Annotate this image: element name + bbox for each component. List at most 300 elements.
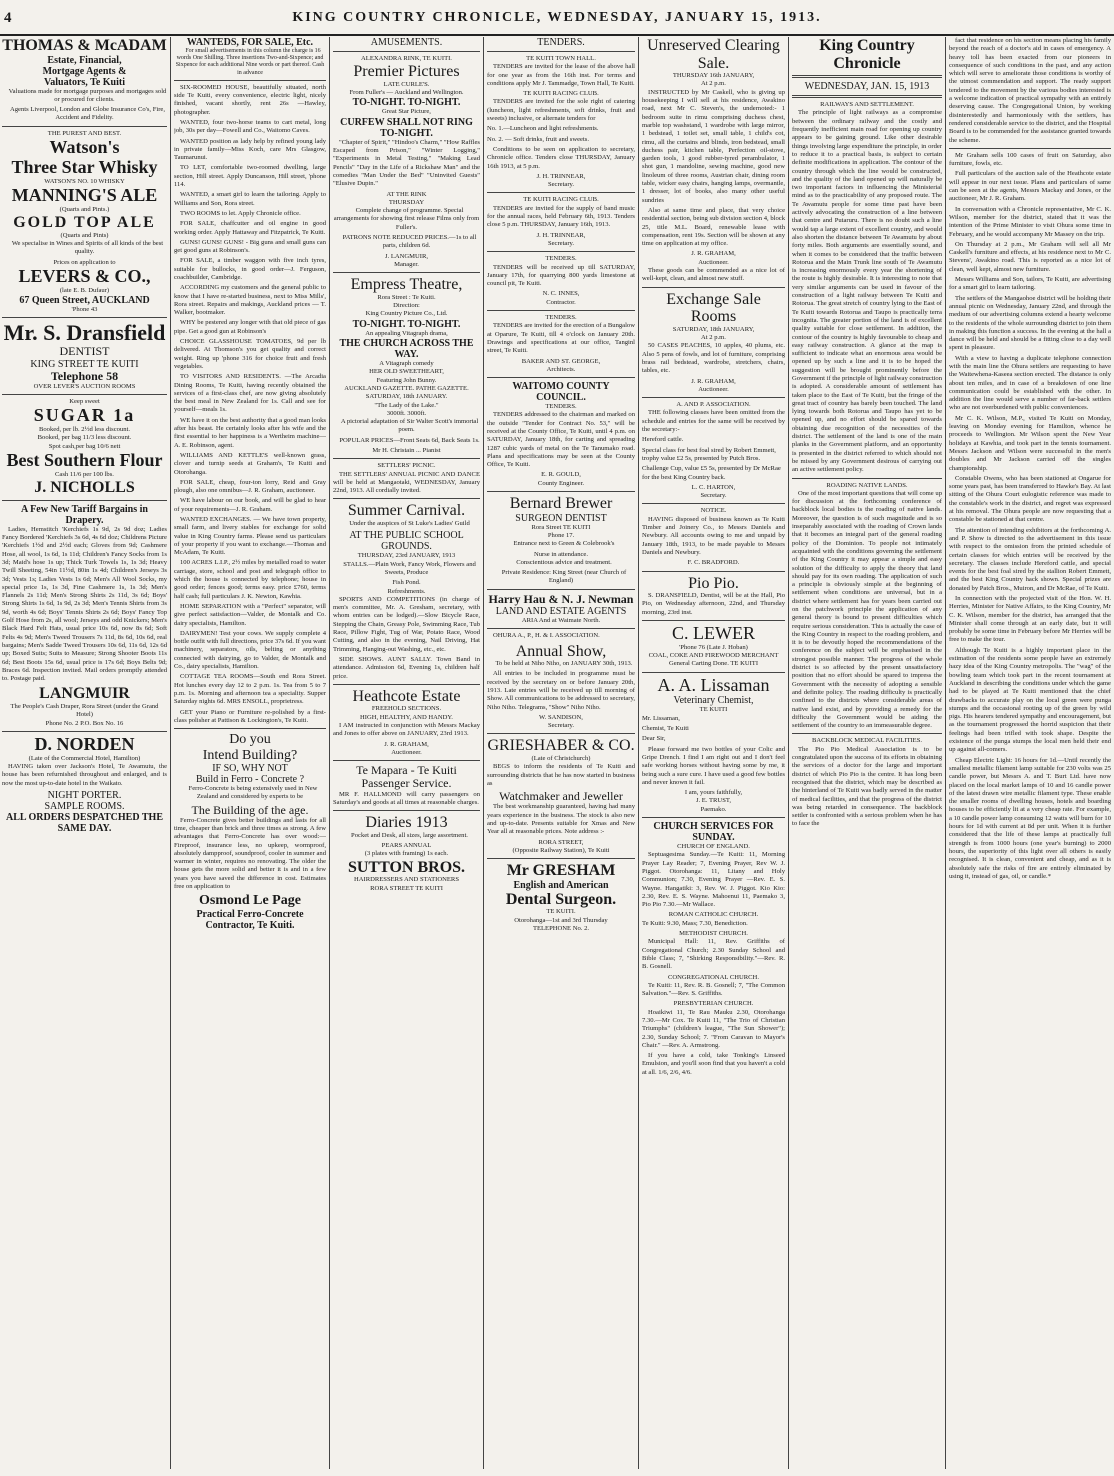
heading: J. R. GRAHAM,	[384, 740, 429, 748]
heading: Architects.	[546, 365, 576, 373]
heading: Veterinary Chemist,	[673, 695, 754, 707]
paragraph: No. 1.—Luncheon and light refreshments.	[487, 125, 599, 133]
paragraph: GUNS! GUNS! GUNS! - Big guns and small guns can get good guns at Robinson's.	[174, 238, 326, 255]
heading: GRIESHABER & CO.	[487, 737, 635, 755]
divider	[2, 500, 167, 501]
divider	[487, 589, 635, 590]
divider	[333, 810, 480, 811]
divider	[487, 51, 635, 52]
paragraph: Under the auspices of St Luke's Ladies' Guild	[349, 520, 470, 528]
heading: Exchange Sale Rooms	[666, 290, 761, 326]
paragraph: Te Kuiti: 11, Rev. R. B. Gosnell; 7, "The Common Salvation."—Rev. S. Griffiths.	[642, 981, 785, 998]
paragraph: TO LET, comfortable two-roomed dwelling, large section, Hill street. Apply Duncanson, Hill street, 'phone 114.	[174, 164, 326, 189]
paragraph: SPORTS AND COMPETITIONS (in charge of men's committee, Mr. A. Gresham, secretary, with whom entries can be lodged).—Slow Bicycle Race, Stepping the Chain, Greasy Pole, Swimming Race, Tub Race, Pillow Fight, Tug of War, Potato Race, Wood Cutting, and also in the evening, Nail Driving, Hat Trimming, Hanging-out Washing, etc., etc.	[333, 595, 480, 653]
paragraph: THE SETTLERS' ANNUAL PICNIC AND DANCE will be held at Mangaotaki, WEDNESDAY, January 22nd, 1913. All cordially invited.	[333, 470, 480, 495]
heading: THURSDAY	[388, 198, 425, 206]
paragraph: To be held at Niho Niho, on JANUARY 30th, 1913.	[495, 660, 633, 668]
heading: SAMPLE ROOMS.	[44, 800, 125, 812]
heading: Secretary.	[547, 722, 575, 730]
heading: Secretary.	[547, 239, 575, 247]
divider	[333, 760, 480, 761]
heading: OVER LEVER'S AUCTION ROOMS	[33, 382, 136, 390]
paragraph: Valuations made for mortgage purposes and mortgages sold or procured for clients.	[8, 87, 167, 103]
heading: Osmond Le Page	[199, 893, 301, 909]
divider	[642, 620, 785, 621]
paragraph: S. DRANSFIELD, Dentist, will be at the Hall, Pio Pio, on Wednesday afternoon, 22nd, and Thursday morning, 23rd inst.	[642, 592, 785, 616]
paragraph: The best workmanship guaranteed, having had many years experience in the business. The stock is also new and up-to-date. Presents suitable for Xmas and New Year all at reasonable prices. Note address :-	[487, 803, 635, 836]
divider	[487, 251, 635, 252]
heading: (Late of the Commercial Hotel, Hamilton)	[28, 754, 141, 762]
heading: WAITOMO COUNTY COUNCIL.	[512, 381, 610, 404]
heading: Spot cash,per bag 10/6 nett	[48, 442, 121, 450]
divider	[2, 731, 167, 732]
paragraph: Although Te Kuiti is a highly important place in the estimation of the residents some people have an extremely hazy idea of the King Country metropolis. The "wag" of the bowling team which took part in the recent tournament at Auckland in describing the conditions under which the game had to be played at Te Kuiti mentioned that the chief drawbacks to accurate play on the local green were punga stumps and the occasional rooting up of the green by wild pigs. His hearers tendered sympathy and encouragement, but as the tournament progressed the horrid suspicion that their feelings had been trifled with took shape. Despite the existence of the punga stumps the local men held their end up against all-comers.	[949, 646, 1111, 754]
heading: Practical Ferro-Concrete Contractor, Te Kuiti.	[196, 908, 304, 931]
paragraph: TENDERS are invited for the supply of band music for the annual races, held February 6th, 1913. Tenders close 5 p.m. THURSDAY, January 16th, 1913.	[487, 204, 635, 229]
heading: A Vitagraph comedy	[379, 360, 434, 368]
heading: Secretary.	[547, 181, 575, 189]
divider	[642, 503, 785, 504]
heading: ROMAN CATHOLIC CHURCH.	[668, 911, 759, 919]
heading: (Quarts and Pints.)	[59, 205, 110, 213]
column-6	[792, 37, 942, 1471]
heading: Rora Street TE KUITI	[531, 523, 591, 531]
paragraph: Ladies, Hemstitch 'Kerchiefs 1s 9d, 2s 9d doz; Ladies Fancy Bordered 'Kerchiefs 3s 6d, 4s 6d doz; Childrens Picture 'Kerchiefs 1½d and 2½d each; Gloves from 9d; Cashmere Hose, all wool, 1s 6d, 1s 11d; Children's Fancy Socks from 1s 3d; Maid's hose 1s up; Thick Turk Towels 1s, 1s 3d; Heavy Twill Sheeting, 54in 11½d, 80in 1s 4d; Children's Jerseys 3s 3d; Vests 1s; Ladies Vests 1s 6d; Men's All Wool Socks, my special price 1s, 1s 3d, Fine Cashmere 1s, 1s 3d; Men's Flannels 2s 11d; Men's Strong Shirts 2s 11d, 3s 6d; Boys' Strong Shirts 1s 6d, 1s 9d, 2s 3d; Men's Tennis Shirts from 3s 9d, worth 4s 6d; Boys' Tennis Shirts 2s 6d; Boys' Fancy Top Golf Hose from 2s, all wool; Jerseys and odd Knickers; Men's Black Hard Felt Hats, usual price 10s 6d, now 8s 6d; Soft Felts 4s 9d; Men's Tweed Trousers 7s 11d, 8s 6d, 10s 6d, real bargains; Men's Sadde Tweed Trousers 10s 6d, 11s 6d, 12s 6d up; Boxed Suits; Suits to Measure; Strong Shooter Boots 11s 6d; Best Boots 15s 6d, usual price is 17s 6d; Boys Belts 9d; Braces 6d. Inspection invited. Mail orders promptly attended to. Postage paid.	[2, 525, 167, 683]
divider	[642, 817, 785, 818]
heading: WANTEDS, FOR SALE, Etc.	[186, 37, 314, 48]
heading: J. R. GRAHAM,	[691, 250, 736, 258]
heading: Manager.	[394, 260, 419, 268]
heading: Heathcote Estate	[352, 687, 461, 705]
heading: NOTICE.	[700, 507, 727, 515]
heading: English and American	[513, 879, 609, 891]
heading: King Country Picture Co., Ltd.	[365, 310, 448, 318]
paragraph: POPULAR PRICES—Front Seats 6d, Back Seats 1s.	[339, 436, 480, 444]
column-4	[487, 37, 635, 1471]
divider	[949, 148, 1111, 149]
paragraph: HAVING taken over Jackson's Hotel, Te Awamutu, the house has been refurnished throughout and enlarged, and is now the most up-to-date hotel in the Waikato.	[2, 762, 167, 787]
paragraph: WE have it on the best authority that a good man looks after his beast. He certainly looks after his wife and the first essential to her happiness is a Wertheim machine—A. E. Robinson, agent.	[174, 416, 326, 449]
heading: 'Phone 43	[71, 305, 98, 313]
heading: TE KUITI.	[546, 908, 576, 916]
divider	[642, 287, 785, 288]
heading: BAKER AND ST. GEORGE,	[521, 357, 601, 365]
heading: Paemako.	[700, 805, 727, 813]
heading: (late E. B. Dufaur)	[59, 286, 110, 294]
heading: CONGREGATIONAL CHURCH.	[668, 973, 759, 981]
column-rule	[638, 37, 639, 1469]
paragraph: BEGS to inform the residents of Te Kuiti and surrounding districts that he has now started in business as	[487, 763, 635, 787]
heading: Prices on application to	[53, 258, 116, 266]
paragraph: DAIRYMEN! Test your cows. We supply complete 4 bottle outfit with full directions, price 37s 6d. If you want machinery, separators, oils, belting or anything connected with dairying, go to Valder, de Montalk and Co., dairy specialists, Hamilton.	[174, 629, 326, 671]
heading: Harry Hau & N. J. Newman	[488, 591, 634, 606]
paragraph: The settlers of the Mangaohoe district will be holding their annual picnic on Wednesday, January 22nd, and through the medium of our advertising columns extend a hearty welcome to the residents of the whole surrounding district to join them in making this function a success. In the evening at the hall a dance will be held and should be a fitting close to a day well spent in pleasure.	[949, 294, 1111, 352]
divider	[642, 571, 785, 572]
heading: Otorohanga—1st and 3rd Thursday	[514, 916, 608, 924]
heading: AT THE PUBLIC SCHOOL GROUNDS.	[349, 530, 464, 553]
paragraph: Chemist, Te Kuiti	[642, 725, 689, 733]
paragraph: Municipal Hall: 11, Rev. Griffiths of Congregational Church; 2.30 Sunday School and Bible Class; 7, "Shirking Responsibility."—Rev. R. B. Gosnell.	[642, 938, 785, 971]
heading: SURGEON DENTIST	[515, 512, 607, 524]
divider	[487, 192, 635, 193]
column-rule	[483, 37, 484, 1469]
divider	[174, 80, 326, 81]
paragraph: One of the most important questions that will come up for discussion at the forthcoming conference of backblock local bodies is the roading of native lands. Moreover, the question is of such magnitude and is so inseparably associated with the roading of Crown lands that it becomes an integral part of the general roading policy of the Dominion. To people not intimately acquainted with the conditions governing the settlement of the King Country it may appear a simple and easy solution of the difficulty to apply the theory that land should pay for its own roading. The application of such a principle is obviously simple at the beginning of settlement when conditions are universal, but in a district where settlement has for years been carried out on the patchwork principle the application of any general theory is bound to present difficulties which require serious consideration. This is actually the case of the King Country in respect to the roading problem, and it is to be devoutly hoped the recommendations of the conference on the subject will be emphasised in the strongest possible manner. The progress of the whole district is so affected by the present unsatisfactory position that no effort should be spared to impress the Government with the necessity of adopting a sensible and definite policy. The roading difficulty is practically confined to the districts where considerable areas of native land exist, and by providing a remedy for the difficulty the Government would be aiding the settlement of the country to an immeasurable degree.	[792, 489, 942, 730]
paragraph: TWO ROOMS to let. Apply Chronicle office.	[180, 209, 301, 217]
divider	[333, 458, 480, 459]
paragraph: The Pio Pio Medical Association is to be congratulated upon the success of its efforts in obtaining the services of a doctor for the large and important district of which Pio Pio is the centre. It has long been recognised that the district, which may be described as the hinterland of Te Kuiti was badly served in the matter of medical facilities, and that the progress of the district was being retarded in consequence. The backblock settler is confronted with a serious problem when he has to face the	[792, 745, 942, 828]
heading: Estate, Financial,	[47, 54, 122, 66]
heading: Watchmaker and Jeweller	[499, 789, 623, 804]
column-rule	[945, 37, 946, 1469]
heading: J. R. GRAHAM,	[691, 377, 736, 385]
divider	[2, 394, 167, 395]
heading: Annual Show,	[515, 642, 607, 660]
heading: (Opposite Railway Station), Te Kuiti	[512, 846, 610, 854]
divider	[792, 478, 942, 479]
paragraph: WHY be pestered any longer with that old piece of gas pipe. Get a good gun at Robinson's	[174, 319, 326, 335]
heading: N. C. INNES,	[542, 290, 580, 298]
divider	[642, 397, 785, 398]
heading: TE KUITI RACING CLUB.	[523, 196, 599, 204]
heading: J. H. TRINNEAR,	[536, 231, 586, 239]
paragraph: Private Residence: King Street (near Church of England)	[501, 569, 627, 585]
heading: SUGAR 1a	[33, 405, 136, 426]
paragraph: SIDE SHOWS. AUNT SALLY. Town Band in attendance. Admission 6d, Evening 1s, children half price.	[333, 655, 480, 680]
paragraph: 50 CASES PEACHES, 10 apples, 40 plums, etc. Also 5 pens of fowls, and lot of furniture, comprising brass rail bedstead, wardrobe, stretchers, chairs, tables, etc.	[642, 342, 785, 375]
divider	[487, 491, 635, 492]
heading: COAL, COKE AND FIREWOOD MERCHANT	[648, 652, 779, 660]
heading: King Country Chronicle	[819, 37, 915, 72]
divider	[487, 733, 635, 734]
paragraph: WANTED, a smart girl to learn the tailoring. Apply to Williams and Son, Rora street.	[174, 191, 326, 207]
heading: TENDERS.	[537, 37, 585, 48]
paragraph: Also at same time and place, that very choice residential section, being sub division section 4, block 25, title M.L. Board, renewable lease with compensation, rent 19s. Section will be shown at any time on application at my office.	[642, 206, 785, 248]
heading: THOMAS & McADAM	[2, 37, 167, 54]
heading: THE PUREST AND BEST.	[47, 129, 122, 137]
paragraph: I AM instructed in conjunction with Messrs Mackay and Jones to offer above on JANUARY, 23rd 1913.	[333, 722, 480, 738]
paragraph: WANTED EXCHANGES. — We have town property, small farm, and livery stables for exchange for solid value in King Country farms. Please send us particulars of your property if you want to exchange.—Thomas and McAdam, Te Kuiti.	[174, 516, 326, 557]
heading: County Engineer.	[537, 479, 585, 487]
heading: C. LEWER	[672, 623, 755, 643]
heading: Secretary.	[700, 492, 727, 500]
paragraph: HOME SEPARATION with a "Perfect" separator, will give perfect satisfaction—Valder, de Montalk and Co. dairy specialists, Hamilton.	[174, 602, 326, 627]
paragraph: In conversation with a Chronicle representative, Mr C. K. Wilson, member for the district, stated that it was the intention of the Prime Minister to visit Ohura some time in February, and he would accompany Mr Massey on the trip.	[949, 205, 1111, 238]
page-number: 4	[4, 10, 12, 26]
heading: "The Lady of the Lake."	[374, 401, 439, 409]
heading: Valuators, Te Kuiti	[43, 76, 126, 88]
paragraph: Hereford cattle.	[642, 436, 684, 444]
paragraph: All entries to be included in programme must be received by the secretary on or before January 20th, 1913. Late entries will be received up till morning of Show. All communications to be addressed to secretary, Niho Niho. Telegrams, "Show" Niho Niho.	[487, 670, 635, 711]
heading: RORA STREET TE KUITI	[370, 884, 443, 892]
newspaper-title: KING COUNTRY CHRONICLE, WEDNESDAY, JANUARY 15, 1913.	[292, 10, 822, 25]
heading: Booked, per bag 11/3 less discount.	[37, 434, 132, 442]
heading: TE KUITI	[699, 706, 728, 714]
column-7	[949, 37, 1111, 1471]
heading: At 2 p.m.	[701, 80, 726, 88]
paragraph: Mr Graham sells 100 cases of fruit on Saturday, also furniture, fowls, etc.	[949, 151, 1111, 168]
heading: THURSDAY 16th JANUARY,	[672, 72, 755, 80]
heading: Bernard Brewer	[509, 495, 613, 513]
masthead	[0, 0, 1114, 36]
heading: Fish Pond.	[392, 579, 421, 587]
heading: General Carting Done. TE KUITI	[668, 660, 759, 668]
heading: THURSDAY, 23rd JANUARY, 1913	[357, 552, 456, 560]
heading: SETTLERS' PICNIC.	[377, 462, 436, 470]
heading: Best Southern Flour	[6, 450, 163, 471]
divider	[333, 51, 480, 52]
paragraph: Conscientious advice and treatment.	[516, 558, 612, 566]
paragraph: OHURA A., P., H. & I. ASSOCIATION.	[493, 632, 600, 640]
heading: Featuring John Bunny.	[376, 376, 437, 384]
heading: SATURDAY, 18th JANUARY,	[672, 325, 755, 333]
paragraph: Ferro-Concrete gives better buildings and lasts for all time, cheaper than brick and three times as strong. A few advantages that Ferro-Concrete has over wood:—Fireproof, insurance less, no upkeep, wormproof, absolutely dampproof, soundproof, cooler in summer and warmer in winter, requires no renovating. The older the house gets the more solid and better it is and in a few years you have saved the difference in cost. Estimates free on application to	[174, 816, 326, 891]
column-rule	[170, 37, 171, 1469]
paragraph: For small advertisements in this column the charge is 16 words One Shilling. Three insertions Two-and-Sixpence; and Sixpence for each additional Nine words or part thereof. Cash in advance	[175, 48, 325, 76]
paragraph: These goods can be commended as a nice lot of well-kept, clean, and almost new stuff.	[642, 267, 785, 283]
paragraph: fact that residence on his section means placing his family beyond the reach of a doctor's aid in cases of emergency. A heavy toll has been exacted from our pioneers in consequence of such conditions in the past, and any action which will serve to ameliorate those conditions is worthy of the utmost commendation and support. The ready support tendered to the movement by the various bodies interested is a welcome indication of practical sympathy with an entirely deserving cause. The Congregational Union, by working disinterestedly and harmoniously with the settlers, has rendered considerable service to the district, and the Hospital Board is to be commended for the assistance granted towards the scheme.	[949, 37, 1111, 144]
heading: (3 plates with framing) 1s each.	[364, 850, 449, 858]
paragraph: ACCORDING my customers and the general public to know that I have re-started business, next to Miss Mills', Rora street. Repairs and makings, Auckland prices — T. Walker, bootmaker.	[174, 284, 326, 317]
divider	[333, 272, 480, 273]
heading: AUCKLAND GAZETTE. PATHE GAZETTE.	[344, 384, 469, 392]
heading: Keep sweet	[69, 398, 100, 406]
heading: HIGH, HEALTHY, AND HANDY.	[360, 713, 453, 721]
heading: WATSON'S NO. 10 WHISKY	[44, 177, 125, 185]
paragraph: THE following classes have been omitted from the schedule and entries for the same will be received by the secretary:-	[642, 409, 785, 434]
heading: TO-NIGHT. TO-NIGHT.	[352, 318, 461, 330]
paragraph: TENDERS are invited for the erection of a Bungalow at Oparure, Te Kuiti, till 4 o'clock on January 20th. Drawings and specifications at our office, Tanginl street, Te Kuiti.	[487, 322, 635, 355]
divider	[792, 95, 942, 98]
heading: Telephone 58	[50, 368, 119, 383]
heading: LEVERS & CO.,	[18, 265, 151, 286]
heading: W. SANDISON,	[539, 713, 583, 721]
heading: Auctioneer.	[391, 748, 422, 756]
heading: Phone 17.	[547, 531, 575, 539]
heading: Cash 11/6 per 100 lbs.	[55, 470, 114, 478]
paragraph: TENDERS addressed to the chairman and marked on the outside "Tender for Contract No. 53," will be received at the County Office, Te Kuiti, until 4 p.m. on SATURDAY, January 18th, for carting and spreading 1287 cubic yards of metal on the Te Tanumako road. Plans and specifications may be seen at the County Office, Te Kuiti.	[487, 411, 635, 469]
heading: ROADING NATIVE LANDS.	[826, 481, 908, 489]
heading: An appealing Vitagraph drama,	[365, 329, 448, 337]
heading: Do you	[229, 732, 271, 748]
heading: SATURDAY, 18th JANUARY.	[365, 393, 448, 401]
paragraph: Te Kuiti: 9.30, Mass; 7.30, Benediction.	[642, 919, 748, 927]
paragraph: INSTRUCTED by Mr Caskell, who is giving up housekeeping I will sell at his residence, Awakino road, next Mr C. Steven's, the undernoted:- 1 bedroom suite in rimu comprising duchess chest, marble top washstand, 1 wardrobe with large mirror, 1 bedstead, 1 toilet set, small table, 1 child's cot, rimu, all the curtains and blinds, iron bedstead, small duchess pair, kitchen table, Perfection oil-stove, garden tools, 1 good rubber-tyred perambulator, 1 shot gun, 1 mandoline, sewing machine, good new linoleum of three rooms, Austrian chair, dining room table, wicker easy chairs, hanging lamps, overmantle, 1 dresser, lot of books, also many other useful sundries	[642, 88, 785, 204]
paragraph: Messrs Williams and Son, tailors, Te Kuiti, are advertising for a smart girl to learn tailoring.	[949, 276, 1111, 292]
paragraph: Please forward me two bottles of your Colic and Gripe Drench. I find I am right out and I don't feel safe working horses without having some by me, it being such a sure cure. I have used a good few bottles and never known it fail.	[642, 745, 785, 786]
paragraph: The attention of intending exhibitors at the forthcoming A. and P. Show is directed to the advertisement in this issue with respect to the omission from the printed schedule of certain classes for which entries will be received by the secretary. The classes include Hereford cattle, and special events for the best foal sired by the stallion Robert Emmett, and the best King Country hack shown. Special prizes are donated by Patch Bros., Muiron, and Dr McRae, of Te Kuiti.	[949, 526, 1111, 592]
heading: 67 Queen Street, AUCKLAND	[19, 294, 150, 306]
column-1	[2, 37, 167, 1471]
heading: D. NORDEN	[34, 733, 135, 754]
heading: NIGHT PORTER.	[47, 789, 122, 801]
paragraph: Dear Sir,	[642, 735, 666, 743]
column-2	[174, 37, 326, 1471]
paragraph: Pocket and Desk, all sizes, large assortment.	[351, 831, 468, 839]
heading: PEARS ANNUAL	[381, 842, 432, 850]
heading: WEDNESDAY, JAN. 15, 1913	[804, 81, 930, 93]
paragraph: WE have labour on our book, and will be glad to hear of your requirements—J. R. Graham.	[174, 497, 326, 513]
heading: RAILWAYS AND SETTLEMENT.	[820, 101, 914, 109]
paragraph: With a view to having a duplicate telephone connection with the main line the Ohura settlers are requesting to have the Waitewhena-Kaseea section erected. The distance is only about ten miles, and in case of a breakdown of one line communication could be established with the other. In addition the line would serve a number of far-back settlers who are not overburdened with public conveniences.	[949, 354, 1111, 412]
paragraph: If you have a cold, take Tonking's Linseed Emulsion, and you'll soon find that you haven't a cold at all. 1/6, 2/6, 4/6.	[642, 1052, 785, 1076]
heading: Great Star Picture,	[382, 108, 431, 116]
paragraph: WANTED, four two-horse teams to cart metal, long job, 30s per day—Fowell and Co., Waitomo Caves.	[174, 118, 326, 135]
paragraph: SIX-ROOMED HOUSE, beautifully situated, north side Te Kuiti, every convenience, electric light, nicely finished, vacant shortly, rent 26s —Hawley, photographer.	[174, 83, 326, 116]
paragraph: Conditions to be seen on application to secretary, Chronicle office. Tenders close THURSDAY, January 16th 1913, at 5 p.m.	[487, 145, 635, 170]
divider	[487, 310, 635, 311]
paragraph: TENDERS are invited for the lease of the above hall for one year as from the 16th inst. For terms and conditions apply Mr J. Tammadge, Town Hall, Te Kuiti.	[487, 63, 635, 87]
paragraph: Constable Owens, who has been stationed at Ongarue for some years past, has been transferred to Hawke's Bay. At last sitting of the Ohura Court eulogistic reference was made to the constable's work in the district, and regret was expressed at his removal. The Ohura people are now requesting that a constable be stationed at that centre.	[949, 474, 1111, 524]
heading: RORA STREET,	[538, 838, 584, 846]
heading: TE KUITI RACING CLUB.	[523, 90, 599, 98]
paragraph: The principle of light railways as a compromise between the ordinary railway and the costly and frequently inefficient main road for opening up country appears to be gaining ground. Like other desirable things involving large expenditure the principle, in order to reduce it to a practical basis, is subject to certain definite modifications in application. The contour of the country through which the line would be constructed, and the quality of the land opened up will naturally be two important factors in influencing the Ministerial mind as to the practicability of any proposed route. The Te Awamutu people for some time past have been actively advocating the construction of a line between that centre and Putaruru. There is no doubt such a line would tap a large extent of excellent country, and would also shorten the distance between Te Awamutu by about forty miles. Both arguments are essentially sound, and when it comes to be considered that the traffic between Rotorua and the Main Trunk line south of Te Awamutu is increasing enormously every year the shortening of the route is highly desirable. It is interesting to note that very similar arguments can be used in favour of the construction of a light railway between Te Kuiti and Rotorua. The great stretch of country lying to the East of Te Kuiti towards Rotorua and Taupo is practically terra incognita. The greater portion of the land is of excellent quality suitable for close settlement. In addition, the contour of the country is highly favourable to cheap and easy railway construction. A glance at the map is sufficient to indicate what an enormous area would be opened up by such a line and it is to be hoped the suggestion will be brought prominently before the Government if the principle of light railway construction is adopted. A considerable amount of settlement has taken place to the East of Te Kuiti, but the fringe of the great tract of country has barely been touched. The land lying towards both Rotorua and Taupo has yet to be opened up, and no effort should be spared towards obtaining due recognition of the necessities of the district. The settlement of the land is one of the main planks in the Government platform, and an opportunity is presented in the district referred to which should not be missed by any Government desirous of carrying out an active settlement policy.	[792, 109, 942, 474]
paragraph: A pictorial adaptation of Sir Walter Scott's immortal poem.	[340, 418, 479, 434]
heading: From Fuller's — Auckland and Wellington.	[349, 89, 464, 97]
heading: At 2 p.m.	[701, 334, 726, 342]
divider	[333, 684, 480, 685]
paragraph: COTTAGE TEA ROOMS—South end Rora Street. Hot lunches every day 12 to 2 p.m. 1s. Tea from 5 to 7 p.m. 1s. Morning and afternoon tea a speciality. Supper Saturday nights 6d. MRS ENSOLL, proprietress.	[174, 673, 326, 706]
heading: Intend Building?	[202, 747, 298, 763]
paragraph: Septuagesima Sunday.—Te Kuiti: 11, Morning Prayer Lay Reader; 7, Evening Prayer, Rev W. J. Piggot. Otorohanga: 11, Litany and Holy Communion; 7.30, Evening Prayer —Rev. E. S. Wayne. Hangatiki: 3, Rev. W. J. Piggot. Kio Kio: 2.30, Rev. E. S. Wayne. Mahoenui 11, Paemako 3, Pio Pio 7.30.—Mr Wallace.	[642, 851, 785, 909]
divider	[2, 317, 167, 318]
paragraph: Cheap Electric Light: 16 hours for 1d.—Until recently the smallest metallic filament lamp suitable for 230 volts was 25 candle power, but Messrs A. and T. Burt Ltd. have now placed on the local market lamps of 10 and 16 candle power of the latest drawn wire metallic filament type. These enable the smaller rooms of dwelling houses, hotels and boarding houses to be efficiently lit at a very cheap rate. For example, a 10 candle power lamp consuming 12 watts will burn for 10 hours for 1d with current at 8d per unit. When it is further considered that the life of these lamps at practically full strength is from 1000 hours (one year's burning) to 2000 hours, the superiority of this light over all others is easily recognised. It is clean, convenient and cheap, and as it is absolutely safe the risks of fire are entirely eliminated by using it, instead of gas, oil, or candle.*	[949, 756, 1111, 880]
heading: Mr. S. Dransfield	[3, 320, 166, 346]
heading: J. LANGMUIR,	[384, 252, 429, 260]
heading: A Few New Tariff Bargains in Drapery.	[21, 503, 148, 526]
heading: ALL ORDERS DESPATCHED THE SAME DAY.	[6, 811, 163, 834]
column-5	[642, 37, 785, 1471]
heading: FREEHOLD SECTIONS.	[371, 705, 442, 713]
heading: IF SO, WHY NOT	[212, 762, 288, 774]
paragraph: HAVING disposed of business known as Te Kuiti Timber and Joinery Co., to Messrs Daniels and Newbury. All accounts owing to me and unpaid by January 18th, 1913, to be made payable to Messrs Daniels and Newbury.	[642, 515, 785, 556]
heading: Phone No. 2 P.O. Box No. 16	[45, 719, 124, 727]
paragraph: "Chapter of Spirit," "Hindoo's Charm," "How Raffles Escaped from Prison," "Winter Logging," "Experiments in Metal Testing," "Making Lead Pencils" "Day in the Life of a Rickshaw Man" and the comedies "Man Under the Bed" "Uninvited Guests" "Elusive Dupin."	[333, 138, 480, 188]
divider	[174, 728, 326, 729]
heading: TELEPHONE No. 2.	[532, 925, 590, 933]
heading: J. NICHOLLS	[34, 479, 135, 497]
heading: I am, yours faithfully,	[684, 789, 743, 797]
divider	[487, 628, 635, 629]
paragraph: WANTED position as lady help by refined young lady in private family—Miss Koch, care Mrs Glasgow, Taumarunui.	[174, 137, 326, 162]
heading: SUTTON BROS.	[347, 858, 466, 876]
heading: (Quarts and Pints)	[60, 231, 109, 239]
paragraph: 100 ACRES L.I.P., 2½ miles by metalled road to water carriage, store, school and post and telegraph office to which the house is connected by telephone; house in good order; fences good; terms easy. price £760, terms half cash; full particulars J. K. Newton, Kawhia.	[174, 559, 326, 600]
paragraph: We specialise in Wines and Spirits of all kinds of the best quality.	[11, 239, 164, 256]
heading: LANGMUIR	[39, 685, 130, 703]
divider	[2, 126, 167, 127]
paragraph: No. 2. — Soft drinks, fruit and sweets.	[487, 135, 590, 143]
paragraph: TO VISITORS AND RESIDENTS. —The Arcadia Dining Rooms, Te Kuiti, having recently obtained the services of a first-class chef, are now giving absolutely the best meal in New Zealand for 1s. Call and see for yourself—meals 1s.	[174, 373, 326, 414]
heading: J. E. TRUST,	[695, 797, 732, 805]
paragraph: MR F. HALLMOND will carry passengers on Saturday's and goods at all times at reasonable charges.	[333, 790, 480, 806]
heading: KING STREET TE KUITI	[30, 358, 139, 370]
heading: LAND AND ESTATE AGENTS	[495, 605, 627, 617]
heading: PRESBYTERIAN CHURCH.	[673, 1000, 754, 1008]
paragraph: TENDERS will be received up till SATURDAY, January 17th, for quarrying 800 yards limestone at council pit, Te Kuiti.	[487, 263, 635, 288]
paragraph: PATRONS NOTE REDUCED PRICES.—1s to all parts, children 6d.	[342, 234, 477, 250]
paragraph: Full particulars of the auction sale of the Heathcote estate will appear in our next issue. Plans and particulars of same can be seen at the agents, Messrs Mackay and Jones, or the auctioneer, Mr J. R. Graham.	[949, 170, 1111, 203]
heading: Rora Street : Te Kuiti.	[377, 293, 436, 301]
heading: J. H. TRINNEAR,	[536, 172, 586, 180]
heading: METHODIST CHURCH.	[679, 930, 748, 938]
heading: The People's Cash Draper, Rora Street (under the Grand Hotel)	[10, 703, 159, 719]
divider	[487, 858, 635, 859]
paragraph: Ferro-Concrete is being extensively used in New Zealand and considered by experts to be	[188, 784, 318, 801]
heading: Contractor.	[546, 298, 576, 306]
paragraph: In connection with the projected visit of the Hon. W. H. Herries, Minister for Native Affairs, to the King Country, Mr C. K. Wilson, member for the district, has arranged that the Minister shall come through at an early date, but it will probably be some time in February before Mr Herries will be free to make the tour.	[949, 595, 1111, 644]
heading: Diaries 1913	[365, 814, 448, 832]
divider	[792, 733, 942, 734]
heading: ALEXANDRA RINK, TE KUITI.	[361, 55, 452, 62]
divider	[333, 498, 480, 499]
paragraph: Complete change of programme. Special arrangements for showing first release Films only from Fuller's.	[333, 207, 480, 231]
heading: GOLD TOP ALE	[13, 214, 156, 232]
heading: Mr GRESHAM	[506, 862, 616, 880]
heading: Dental Surgeon.	[505, 890, 617, 908]
heading: TENDERS.	[545, 403, 577, 411]
paragraph: STALLS.—Plain Work, Fancy Work, Flowers and Sweets, Produce	[343, 560, 476, 576]
heading: 'Phone 76 (Late J. Hoban)	[679, 643, 748, 651]
heading: CURFEW SHALL NOT RING TO-NIGHT.	[340, 116, 473, 139]
paragraph: Agents Liverpool, London and Globe Insurance Co's, Fire, Accident and Fidelity.	[9, 106, 165, 122]
paragraph: Challenge Cup, value £5 5s, presented by Dr McRae for the best King Country back.	[642, 465, 781, 481]
heading: A. A. Lissaman	[657, 674, 770, 695]
paragraph: FOR SALE, chaffcutter and oil engine in good working order. Apply Hattaway and Fitzpatrick, Te Kuiti.	[174, 220, 326, 236]
heading: The Building of the age.	[191, 802, 309, 817]
heading: Auctioneer.	[698, 258, 729, 266]
heading: CHURCH SERVICES FOR SUNDAY.	[653, 821, 774, 844]
paragraph: On Thursday at 2 p.m., Mr Graham will sell all Mr Caskell's furniture and effects, at his residence next to Mr C. Stevens', Awakino road. This is reported as a nice lot of clean, well kept, almost new furniture.	[949, 240, 1111, 273]
heading: DENTIST	[59, 344, 110, 359]
heading: ARIA And at Waimate North.	[521, 616, 601, 624]
paragraph: GET your Piano or Furniture re-polished by a first-class polisher at Pattison & Lockington's, Te Kuiti.	[174, 708, 326, 724]
divider	[792, 75, 942, 78]
heading: (Late of Christchurch)	[531, 755, 591, 763]
heading: HAIRDRESSERS AND STATIONERS	[354, 876, 459, 884]
paragraph: TENDERS are invited for the sole right of catering (luncheon, light refreshments, soft drinks, fruit and sweets) inclusive, or alternate tenders for	[487, 98, 635, 123]
heading: Summer Carnival.	[347, 502, 466, 520]
heading: HER OLD SWEETHEART,	[369, 368, 444, 376]
heading: F. C. BRADFORD.	[687, 559, 740, 567]
heading: AMUSEMENTS.	[370, 37, 443, 48]
paragraph: Mr C. K. Wilson, M.P., visited Te Kuiti on Monday, leaving on Monday evening for Hamilton, whence he proceeds to Wellington. Mr Wilson spent the New Year holidays at Kawhia, and took part in the tennis tournament. Messrs Jackson and Wilson were successful in the men's doubles and Mr Jackson carried off the singles championship.	[949, 414, 1111, 472]
heading: Empress Theatre,	[350, 276, 463, 294]
heading: Pio Pio.	[688, 574, 739, 592]
heading: LATE CURLE'S.	[383, 80, 430, 88]
heading: MANNING'S ALE	[11, 184, 158, 205]
paragraph: FOR SALE, cheap, four-ton lorry, Reid and Gray plough, also one omnibus—J. R. Graham, auctioneer.	[174, 478, 326, 495]
heading: Nurse in attendance.	[533, 550, 588, 558]
heading: BACKBLOCK MEDICAL FACILITIES.	[811, 737, 923, 745]
heading: Refreshments.	[387, 587, 426, 595]
paragraph: Special class for best foal sired by Robert Emmett, trophy value £2 5s, presented by Putch Bros.	[642, 446, 776, 462]
heading: CHURCH OF ENGLAND.	[677, 843, 750, 851]
heading: TENDERS.	[545, 255, 577, 263]
heading: Direction:	[393, 302, 420, 310]
heading: Build in Ferro - Concrete ?	[195, 773, 305, 785]
column-rule	[788, 37, 789, 1469]
heading: L. C. HARTON,	[691, 483, 736, 491]
divider	[642, 672, 785, 673]
column-3	[333, 37, 480, 1471]
paragraph: WILLIAMS AND KETTLE'S well-known grass, clover and turnip seeds at Graham's, Te Kuiti and Otorohanga.	[174, 451, 326, 476]
heading: A. AND P. ASSOCIATION.	[676, 401, 751, 409]
heading: Unreserved Clearing Sale.	[647, 37, 780, 72]
paragraph: FOR SALE, a timber waggon with five inch tyres, suitable for bullocks, in good order—J. Ferguson, coachbuilder, Cambridge.	[174, 257, 326, 281]
heading: Watson's	[49, 137, 120, 158]
paragraph: Mr. Lissaman,	[642, 714, 680, 722]
